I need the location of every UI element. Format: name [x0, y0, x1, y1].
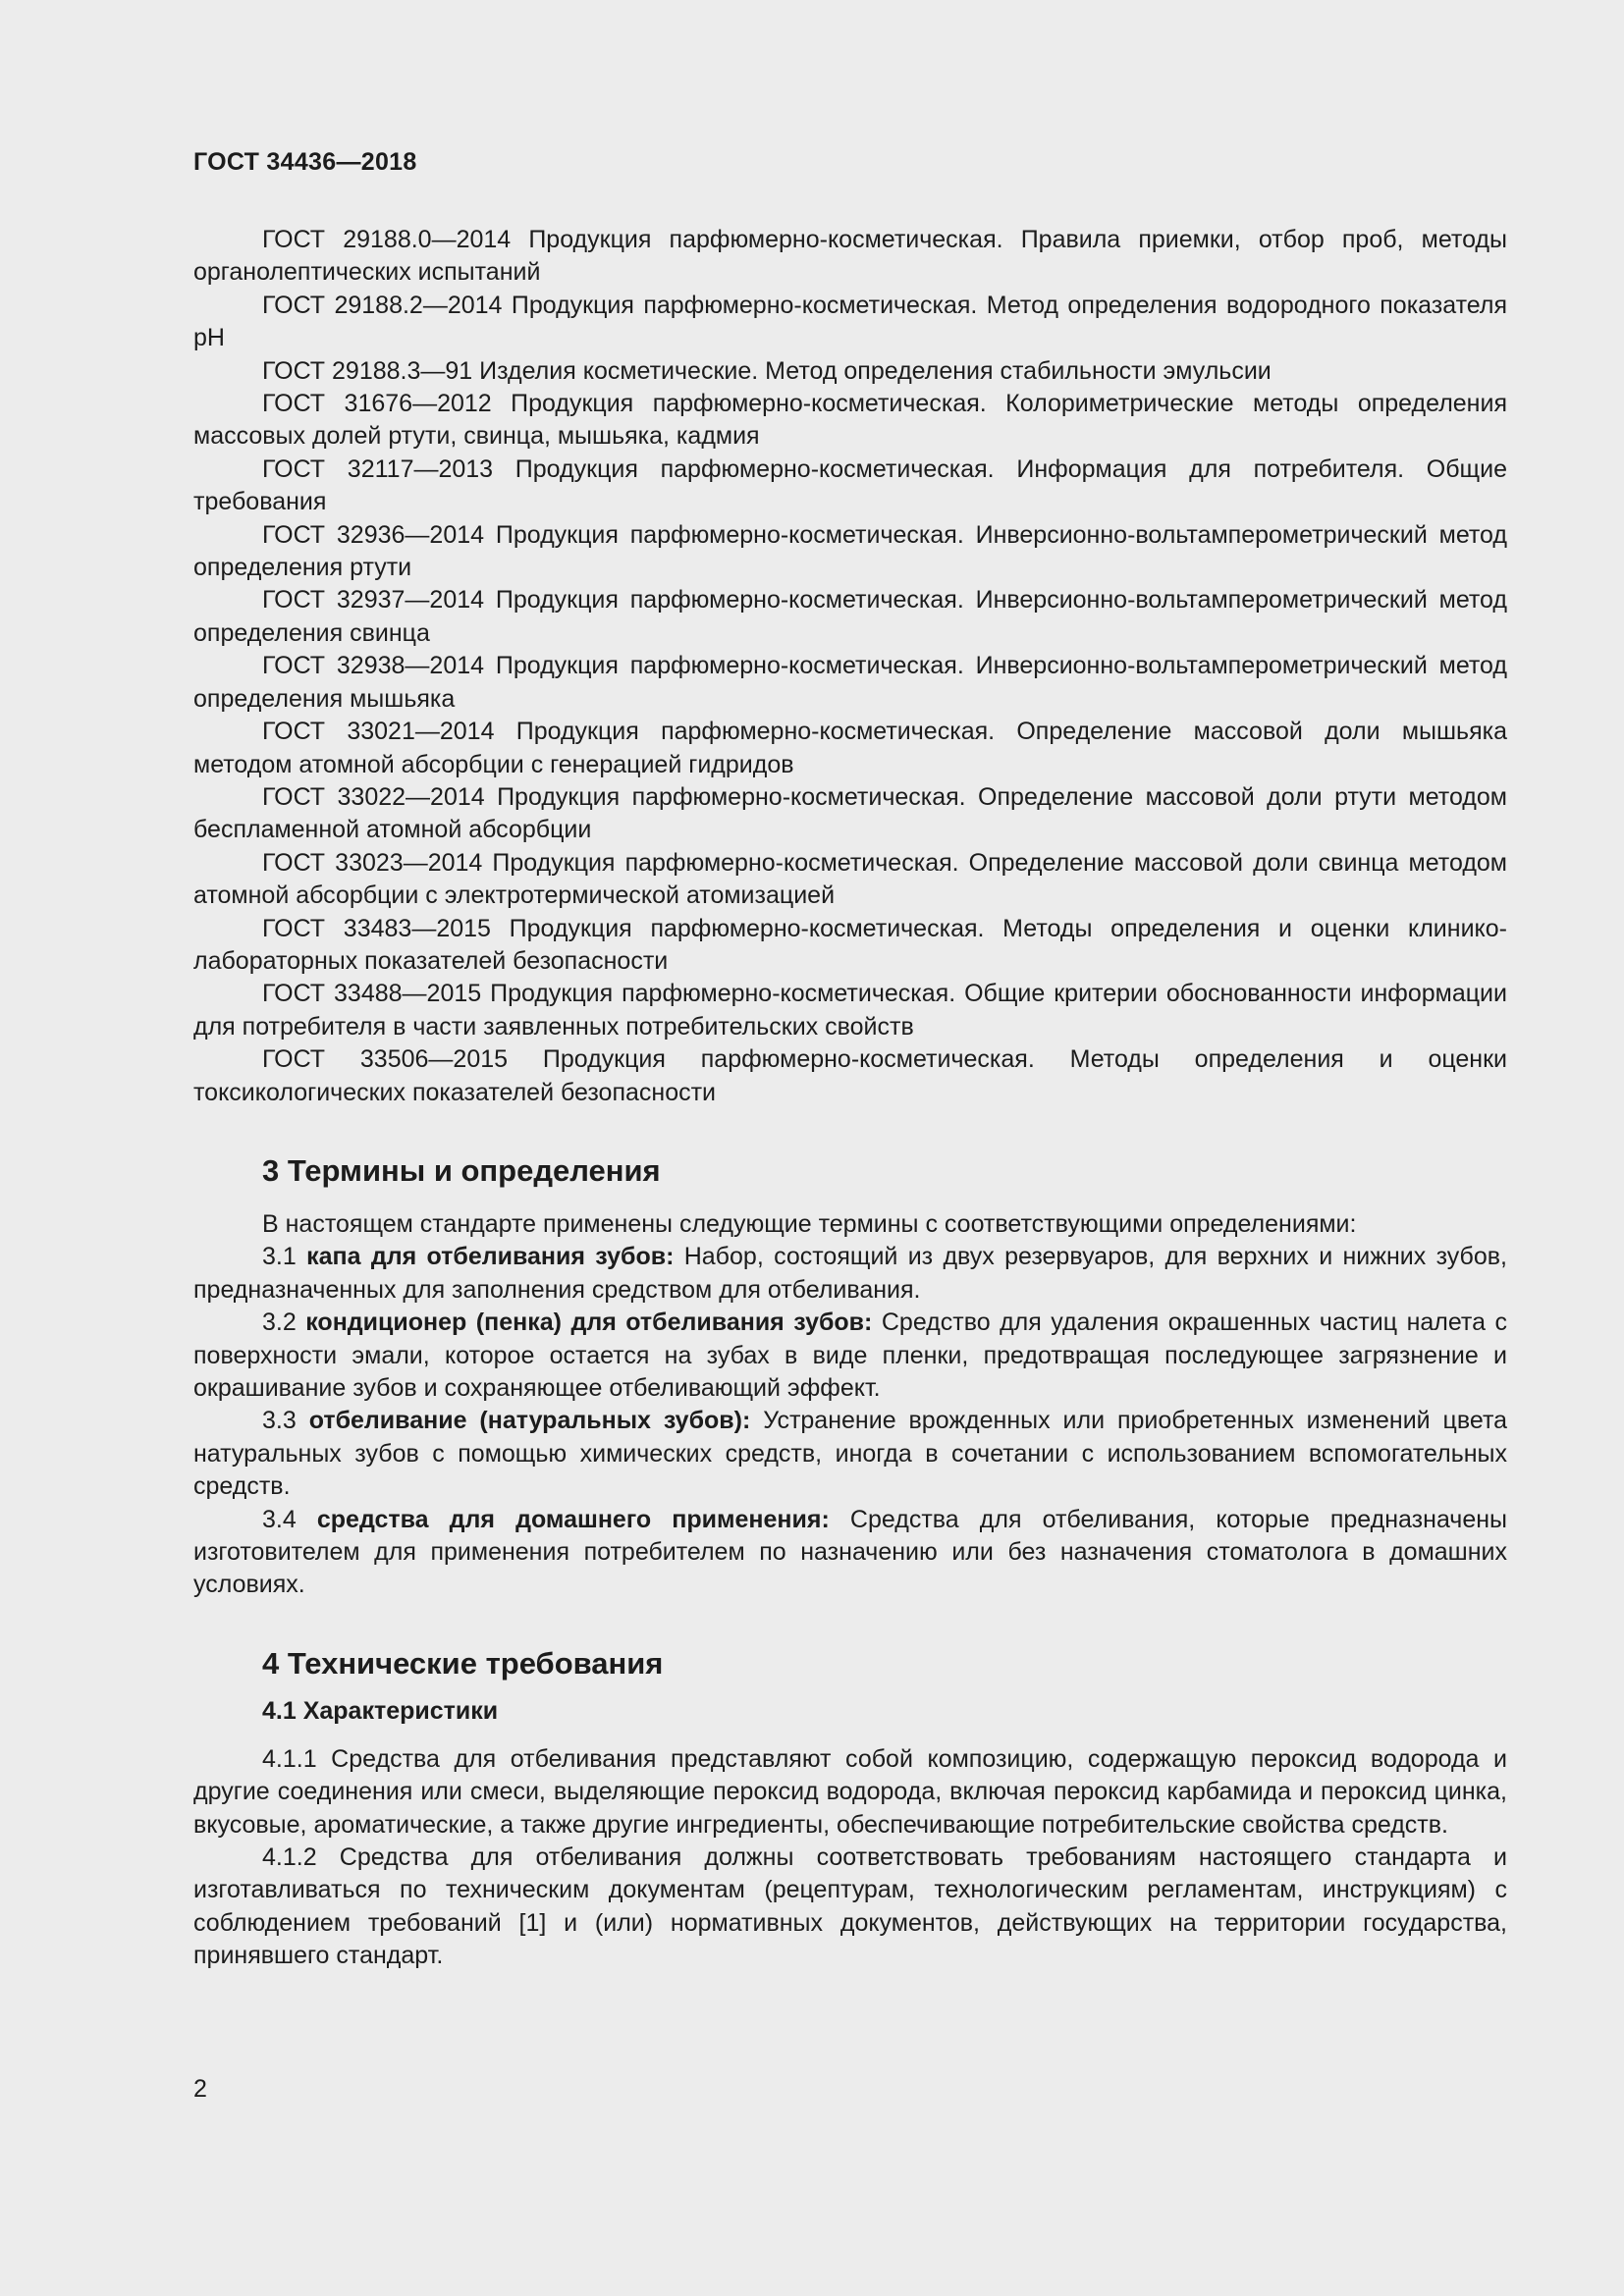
term-definition — [193, 1307, 1507, 1405]
term-number: 3.1 — [262, 1243, 307, 1271]
term-number: 3.2 — [262, 1308, 306, 1337]
reference-item: ГОСТ 32937—2014 Продукция парфюмерно-косметическая. Инверсионно-вольтамперометрический метод определения свинца — [193, 586, 1507, 647]
requirement-paragraph: 4.1.1 Средства для отбеливания представляют собой композицию, содержащую пероксид водорода и другие соединения или смеси, выделяющие пероксид водорода, включая пероксид карбамида и пероксид цинка, вкусовые, ароматические, а также другие ингредиенты, обеспечивающие потребительские свойства средств. — [193, 1744, 1507, 1839]
term-name: средства для домашнего применения: — [316, 1505, 830, 1533]
reference-item: ГОСТ 32117—2013 Продукция парфюмерно-косметическая. Информация для потребителя. Общие требования — [193, 454, 1507, 516]
reference-item: ГОСТ 33483—2015 Продукция парфюмерно-косметическая. Методы определения и оценки клинико-лабораторных показателей безопасности — [193, 914, 1507, 975]
term-definition — [193, 1405, 1507, 1503]
reference-list — [193, 224, 1507, 1109]
term-number: 3.4 — [262, 1505, 317, 1533]
reference-item: ГОСТ 33023—2014 Продукция парфюмерно-косметическая. Определение массовой доли свинца методом атомной абсорбции с электротермической атомизацией — [193, 848, 1507, 910]
term-definition — [193, 1241, 1507, 1307]
document-header: ГОСТ 34436—2018 — [193, 148, 417, 176]
term-name: капа для отбеливания зубов: — [306, 1243, 675, 1271]
section-4-1-heading: 4.1 Характеристики — [262, 1696, 499, 1725]
term-definition — [193, 1504, 1507, 1602]
term-text: Устранение врожденных или приобретенных изменений цвета натуральных зубов с помощью химических средств, иногда в сочетании с использованием вспомогательных средств. — [193, 1407, 1508, 1501]
reference-item: ГОСТ 32936—2014 Продукция парфюмерно-косметическая. Инверсионно-вольтамперометрический метод определения ртути — [193, 520, 1507, 582]
term-name: кондиционер (пенка) для отбеливания зубов: — [305, 1308, 873, 1337]
term-text: Набор, состоящий из двух резервуаров, для верхних и нижних зубов, предназначенных для заполнения средством для отбеливания. — [193, 1243, 1507, 1304]
reference-item: ГОСТ 29188.2—2014 Продукция парфюмерно-косметическая. Метод определения водородного показателя pH — [193, 291, 1507, 352]
reference-item: ГОСТ 31676—2012 Продукция парфюмерно-косметическая. Колориметрические методы определения массовых долей ртути, свинца, мышьяка, кадмия — [193, 390, 1507, 451]
document-body — [193, 224, 1507, 1973]
section-4-heading: 4 Технические требования — [262, 1645, 664, 1681]
term-name: отбеливание (натуральных зубов): — [308, 1407, 751, 1435]
reference-item: ГОСТ 29188.0—2014 Продукция парфюмерно-косметическая. Правила приемки, отбор проб, методы органолептических испытаний — [193, 226, 1507, 287]
term-text: Средство для удаления окрашенных частиц налета с поверхности эмали, которое остается на зубах в виде пленки, предотвращая последующее загрязнение и окрашивание зубов и сохраняющее отбеливающий эффект. — [193, 1308, 1507, 1402]
requirement-paragraph: 4.1.2 Средства для отбеливания должны соответствовать требованиям настоящего стандарта и изготавливаться по техническим документам (рецептурам, технологическим регламентам, инструкциям) с соблюдением требований [1] и (или) нормативных документов, действующих на территории государства, принявшего стандарт. — [193, 1843, 1507, 1970]
reference-item: ГОСТ 29188.3—91 Изделия косметические. Метод определения стабильности эмульсии — [262, 356, 1272, 385]
term-text: Средства для отбеливания, которые предназначены изготовителем для применения потребителем по назначению или без назначения стоматолога в домашних условиях. — [193, 1505, 1508, 1599]
reference-item: ГОСТ 33022—2014 Продукция парфюмерно-косметическая. Определение массовой доли ртути методом беспламенной атомной абсорбции — [193, 782, 1507, 844]
section-3-intro: В настоящем стандарте применены следующие термины с соответствующими определениями: — [262, 1209, 1357, 1238]
term-number: 3.3 — [262, 1407, 309, 1435]
page-number: 2 — [193, 2075, 207, 2103]
reference-item: ГОСТ 33488—2015 Продукция парфюмерно-косметическая. Общие критерии обоснованности информации для потребителя в части заявленных потребительских свойств — [193, 980, 1507, 1041]
reference-item: ГОСТ 33506—2015 Продукция парфюмерно-косметическая. Методы определения и оценки токсикологических показателей безопасности — [193, 1045, 1507, 1106]
reference-item: ГОСТ 33021—2014 Продукция парфюмерно-косметическая. Определение массовой доли мышьяка методом атомной абсорбции с генерацией гидридов — [193, 718, 1507, 778]
section-3-heading: 3 Термины и определения — [262, 1152, 661, 1188]
reference-item: ГОСТ 32938—2014 Продукция парфюмерно-косметическая. Инверсионно-вольтамперометрический метод определения мышьяка — [193, 652, 1507, 713]
